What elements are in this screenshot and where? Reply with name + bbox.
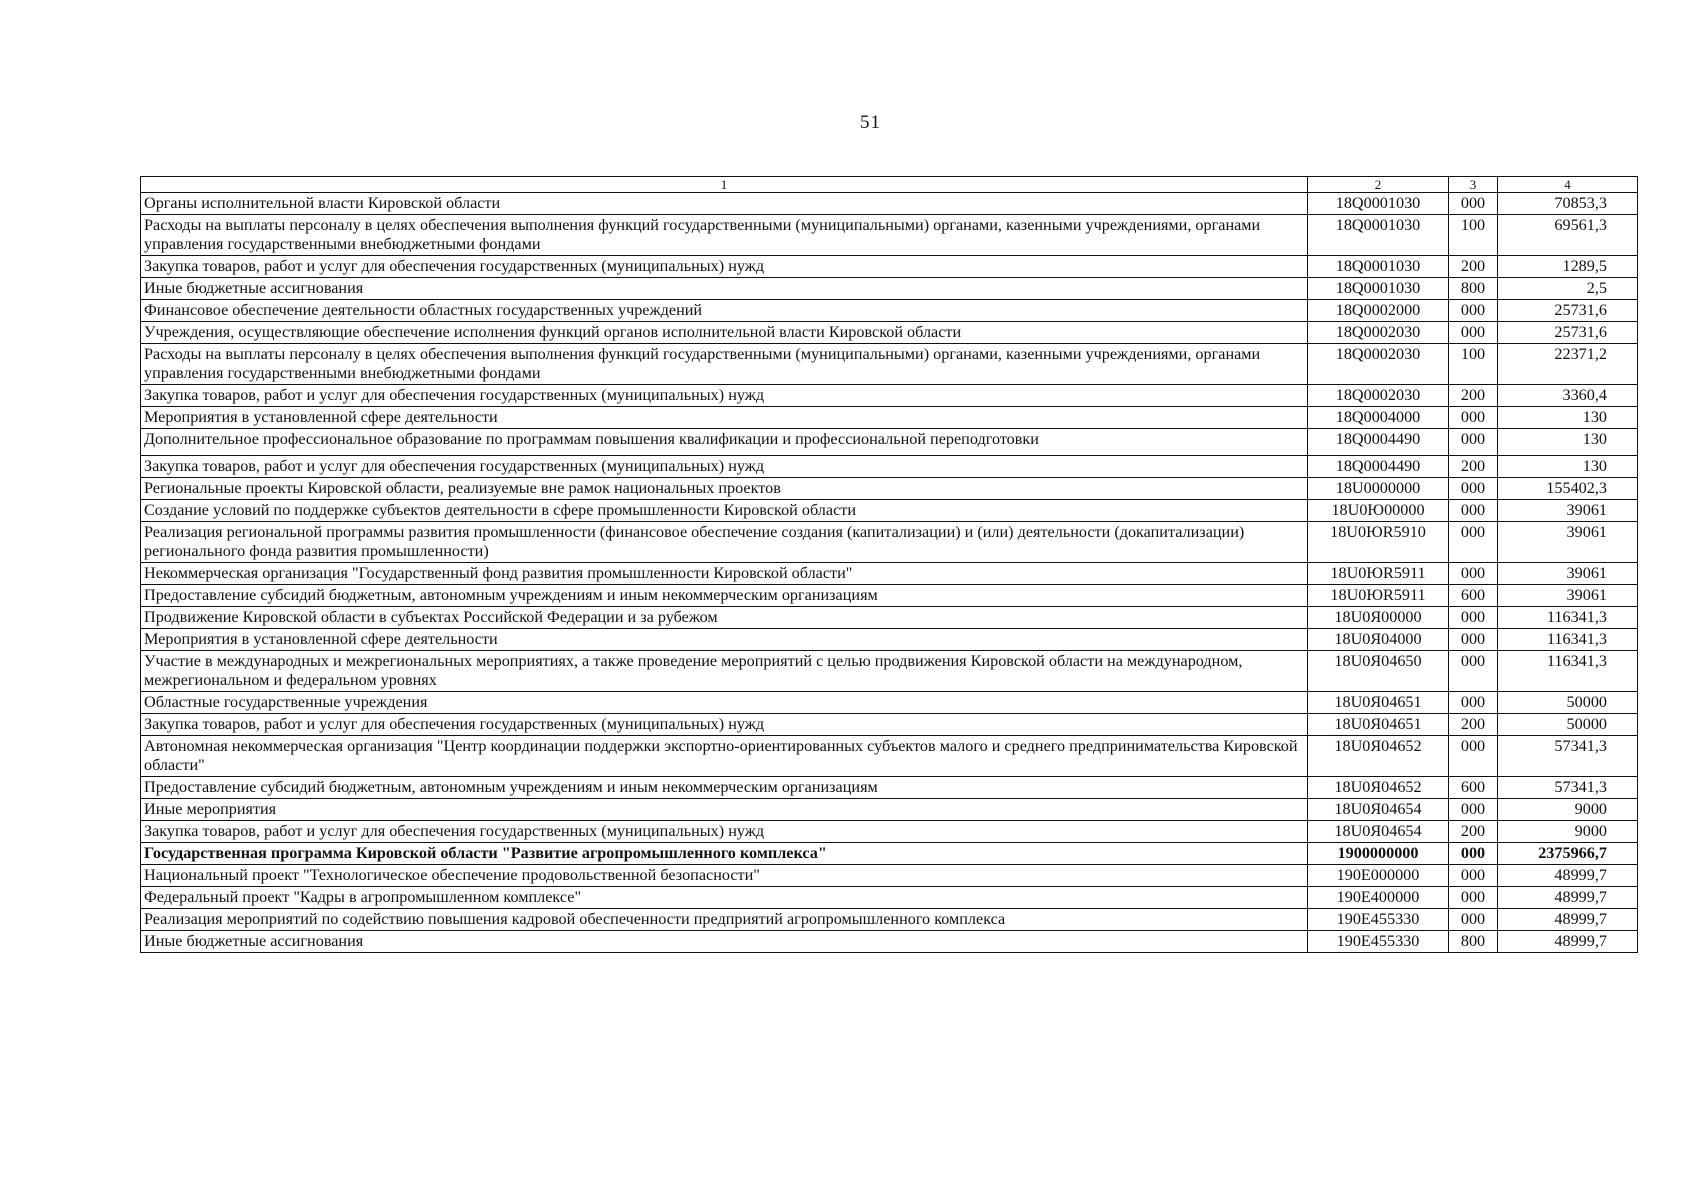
row-code-cell: 18U0Я04651 [1308,714,1449,736]
row-name-cell: Предоставление субсидий бюджетным, автономным учреждениям и иным некоммерческим организациям [141,777,1308,799]
table-row [141,385,1638,407]
row-expense-type-cell: 200 [1449,385,1498,407]
row-code-cell: 18U0ЮR5911 [1308,585,1449,607]
row-sum-cell: 57341,3 [1498,777,1638,799]
table-row [141,629,1638,651]
row-sum-cell: 116341,3 [1498,629,1638,651]
row-code-cell: 190E455330 [1308,909,1449,931]
row-expense-type-cell: 200 [1449,256,1498,278]
row-name-cell: Закупка товаров, работ и услуг для обеспечения государственных (муниципальных) нужд [141,821,1308,843]
row-code-cell: 18Q0002030 [1308,322,1449,344]
row-code-cell: 18U0Я00000 [1308,607,1449,629]
row-expense-type-cell: 000 [1449,478,1498,500]
row-name-cell: Закупка товаров, работ и услуг для обеспечения государственных (муниципальных) нужд [141,714,1308,736]
row-code-cell: 1900000000 [1308,843,1449,865]
page-number: 51 [860,112,881,133]
row-sum-cell: 25731,6 [1498,300,1638,322]
table-row [141,887,1638,909]
table-row [141,278,1638,300]
column-header-expense-type: 3 [1449,177,1498,193]
row-name-cell: Иные мероприятия [141,799,1308,821]
row-expense-type-cell: 000 [1449,692,1498,714]
row-sum-cell: 50000 [1498,714,1638,736]
row-expense-type-cell: 000 [1449,607,1498,629]
row-code-cell: 18Q0001030 [1308,278,1449,300]
row-code-cell: 18U0ЮR5910 [1308,522,1449,563]
row-name-cell: Финансовое обеспечение деятельности областных государственных учреждений [141,300,1308,322]
row-code-cell: 18Q0002030 [1308,385,1449,407]
row-code-cell: 18U0Ю00000 [1308,500,1449,522]
row-sum-cell: 39061 [1498,585,1638,607]
row-expense-type-cell: 000 [1449,909,1498,931]
row-sum-cell: 9000 [1498,821,1638,843]
row-expense-type-cell: 800 [1449,931,1498,953]
row-sum-cell: 48999,7 [1498,909,1638,931]
row-expense-type-cell: 000 [1449,522,1498,563]
row-sum-cell: 3360,4 [1498,385,1638,407]
row-sum-cell: 39061 [1498,500,1638,522]
row-sum-cell: 25731,6 [1498,322,1638,344]
table-row [141,607,1638,629]
row-expense-type-cell: 000 [1449,500,1498,522]
budget-table [140,176,1638,953]
row-expense-type-cell: 000 [1449,193,1498,215]
row-sum-cell: 130 [1498,407,1638,429]
row-code-cell: 18Q0004490 [1308,456,1449,478]
table-row [141,456,1638,478]
row-name-cell: Создание условий по поддержке субъектов деятельности в сфере промышленности Кировской области [141,500,1308,522]
row-sum-cell: 69561,3 [1498,215,1638,256]
row-name-cell: Иные бюджетные ассигнования [141,931,1308,953]
row-expense-type-cell: 000 [1449,736,1498,777]
row-code-cell: 18U0Я04654 [1308,799,1449,821]
row-sum-cell: 9000 [1498,799,1638,821]
row-sum-cell: 116341,3 [1498,607,1638,629]
row-name-cell: Участие в международных и межрегиональных мероприятиях, а также проведение мероприятий с целью продвижения Кировской области на международном, межрегиональном и федеральном уровнях [141,651,1308,692]
row-expense-type-cell: 000 [1449,322,1498,344]
row-expense-type-cell: 000 [1449,429,1498,456]
table-row [141,322,1638,344]
table-row [141,407,1638,429]
row-code-cell: 18Q0002000 [1308,300,1449,322]
row-name-cell: Реализация региональной программы развития промышленности (финансовое обеспечение создания (капитализации) и (или) деятельности (докапитализации) регионального фонда развития промышленности) [141,522,1308,563]
row-sum-cell: 130 [1498,429,1638,456]
row-name-cell: Региональные проекты Кировской области, реализуемые вне рамок национальных проектов [141,478,1308,500]
table-row [141,931,1638,953]
row-name-cell: Закупка товаров, работ и услуг для обеспечения государственных (муниципальных) нужд [141,456,1308,478]
row-sum-cell: 48999,7 [1498,865,1638,887]
table-row [141,651,1638,692]
row-sum-cell: 39061 [1498,522,1638,563]
row-name-cell: Органы исполнительной власти Кировской области [141,193,1308,215]
row-name-cell: Некоммерческая организация "Государственный фонд развития промышленности Кировской области" [141,563,1308,585]
row-name-cell: Федеральный проект "Кадры в агропромышленном комплексе" [141,887,1308,909]
row-code-cell: 18Q0004000 [1308,407,1449,429]
row-code-cell: 18Q0001030 [1308,193,1449,215]
row-name-cell: Закупка товаров, работ и услуг для обеспечения государственных (муниципальных) нужд [141,256,1308,278]
table-body [141,177,1638,953]
row-name-cell: Иные бюджетные ассигнования [141,278,1308,300]
row-code-cell: 190E455330 [1308,931,1449,953]
row-code-cell: 190E400000 [1308,887,1449,909]
row-expense-type-cell: 000 [1449,629,1498,651]
row-code-cell: 18U0000000 [1308,478,1449,500]
row-expense-type-cell: 600 [1449,777,1498,799]
row-sum-cell: 39061 [1498,563,1638,585]
row-sum-cell: 2,5 [1498,278,1638,300]
table-row [141,909,1638,931]
table-row [141,563,1638,585]
table-row [141,821,1638,843]
row-name-cell: Национальный проект "Технологическое обеспечение продовольственной безопасности" [141,865,1308,887]
row-name-cell: Государственная программа Кировской области "Развитие агропромышленного комплекса" [141,843,1308,865]
table-row [141,478,1638,500]
row-name-cell: Мероприятия в установленной сфере деятельности [141,407,1308,429]
row-code-cell: 18Q0004490 [1308,429,1449,456]
row-expense-type-cell: 000 [1449,651,1498,692]
table-row [141,344,1638,385]
row-code-cell: 18U0Я04651 [1308,692,1449,714]
row-expense-type-cell: 000 [1449,563,1498,585]
row-code-cell: 18Q0001030 [1308,256,1449,278]
row-sum-cell: 155402,3 [1498,478,1638,500]
table-row [141,736,1638,777]
row-sum-cell: 70853,3 [1498,193,1638,215]
row-name-cell: Реализация мероприятий по содействию повышения кадровой обеспеченности предприятий агропромышленного комплекса [141,909,1308,931]
row-name-cell: Дополнительное профессиональное образование по программам повышения квалификации и профессиональной переподготовки [141,429,1308,456]
table-row [141,777,1638,799]
row-sum-cell: 48999,7 [1498,887,1638,909]
row-name-cell: Областные государственные учреждения [141,692,1308,714]
row-sum-cell: 116341,3 [1498,651,1638,692]
row-expense-type-cell: 600 [1449,585,1498,607]
row-code-cell: 18Q0001030 [1308,215,1449,256]
row-expense-type-cell: 200 [1449,456,1498,478]
table-row [141,714,1638,736]
table-row [141,500,1638,522]
row-name-cell: Закупка товаров, работ и услуг для обеспечения государственных (муниципальных) нужд [141,385,1308,407]
table-row [141,215,1638,256]
table-header-row [141,177,1638,193]
table-row [141,300,1638,322]
table-row [141,585,1638,607]
table-row [141,799,1638,821]
row-code-cell: 190E000000 [1308,865,1449,887]
row-name-cell: Расходы на выплаты персоналу в целях обеспечения выполнения функций государственными (муниципальными) органами, казенными учреждениями, органами управления государственными внебюджетными фондами [141,344,1308,385]
table-row [141,865,1638,887]
row-expense-type-cell: 200 [1449,714,1498,736]
row-sum-cell: 48999,7 [1498,931,1638,953]
row-expense-type-cell: 000 [1449,407,1498,429]
row-name-cell: Мероприятия в установленной сфере деятельности [141,629,1308,651]
row-sum-cell: 130 [1498,456,1638,478]
table-row [141,692,1638,714]
table-row [141,429,1638,456]
column-header-code: 2 [1308,177,1449,193]
row-code-cell: 18U0Я04650 [1308,651,1449,692]
row-expense-type-cell: 000 [1449,843,1498,865]
row-expense-type-cell: 100 [1449,215,1498,256]
row-name-cell: Учреждения, осуществляющие обеспечение исполнения функций органов исполнительной власти Кировской области [141,322,1308,344]
table-row [141,193,1638,215]
row-name-cell: Автономная некоммерческая организация "Центр координации поддержки экспортно-ориентированных субъектов малого и среднего предпринимательства Кировской области" [141,736,1308,777]
table-row [141,522,1638,563]
row-sum-cell: 57341,3 [1498,736,1638,777]
row-expense-type-cell: 000 [1449,799,1498,821]
table-row [141,843,1638,865]
row-code-cell: 18U0Я04652 [1308,736,1449,777]
row-expense-type-cell: 800 [1449,278,1498,300]
row-expense-type-cell: 100 [1449,344,1498,385]
row-code-cell: 18U0Я04000 [1308,629,1449,651]
row-code-cell: 18U0Я04652 [1308,777,1449,799]
row-expense-type-cell: 000 [1449,300,1498,322]
row-sum-cell: 2375966,7 [1498,843,1638,865]
row-code-cell: 18U0ЮR5911 [1308,563,1449,585]
row-code-cell: 18U0Я04654 [1308,821,1449,843]
row-name-cell: Расходы на выплаты персоналу в целях обеспечения выполнения функций государственными (муниципальными) органами, казенными учреждениями, органами управления государственными внебюджетными фондами [141,215,1308,256]
row-expense-type-cell: 000 [1449,865,1498,887]
column-header-name: 1 [141,177,1308,193]
table-row [141,256,1638,278]
row-sum-cell: 1289,5 [1498,256,1638,278]
row-sum-cell: 22371,2 [1498,344,1638,385]
row-expense-type-cell: 000 [1449,887,1498,909]
row-sum-cell: 50000 [1498,692,1638,714]
row-name-cell: Продвижение Кировской области в субъектах Российской Федерации и за рубежом [141,607,1308,629]
row-code-cell: 18Q0002030 [1308,344,1449,385]
row-expense-type-cell: 200 [1449,821,1498,843]
column-header-sum: 4 [1498,177,1638,193]
row-name-cell: Предоставление субсидий бюджетным, автономным учреждениям и иным некоммерческим организациям [141,585,1308,607]
